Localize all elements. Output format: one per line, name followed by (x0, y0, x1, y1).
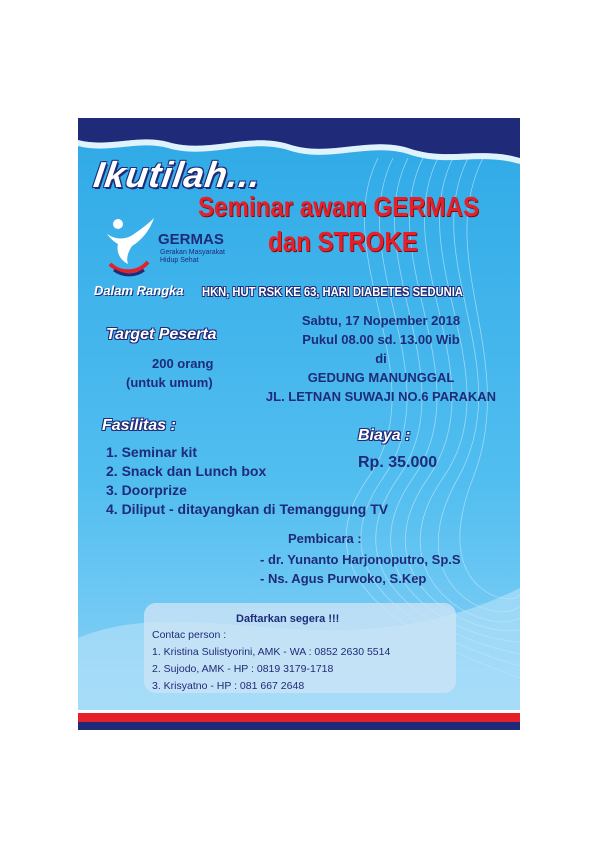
target-note: (untuk umum) (126, 375, 213, 390)
title-line-1: Seminar awam GERMAS (198, 191, 480, 222)
list-item: 4. Diliput - ditayangkan di Temanggung TV (106, 501, 389, 517)
speakers-list (260, 550, 461, 588)
facilities-list (106, 443, 388, 519)
germas-logo-name: GERMAS (158, 231, 224, 248)
fasilitas-label: Fasilitas : (102, 417, 176, 434)
event-address: JL. LETNAN SUWAJI NO.6 PARAKAN (265, 389, 497, 404)
occasion-text: HKN, HUT RSK KE 63, HARI DIABETES SEDUNIA (202, 284, 463, 299)
pembicara-label: Pembicara : (288, 531, 362, 546)
fee-value: Rp. 35.000 (358, 454, 438, 471)
list-item: 3. Doorprize (106, 482, 187, 498)
contact-person: 3. Krisyatno - HP : 081 667 2648 (152, 680, 305, 692)
event-date: Sabtu, 17 Nopember 2018 (301, 313, 461, 328)
target-count: 200 orang (152, 356, 214, 371)
list-item: 2. Snack dan Lunch box (106, 463, 267, 479)
event-venue: GEDUNG MANUNGGAL (307, 370, 455, 385)
title-line-2: dan STROKE (268, 226, 418, 257)
dalam-rangka-label: Dalam Rangka (94, 283, 184, 298)
event-time: Pukul 08.00 sd. 13.00 Wib (302, 332, 460, 347)
contact-label: Contac person : (152, 629, 227, 641)
contact-person: 2. Sujodo, AMK - HP : 0819 3179-1718 (152, 663, 334, 675)
event-details (256, 311, 506, 406)
biaya-label: Biaya : (358, 427, 411, 444)
poster (78, 118, 520, 730)
list-item: - Ns. Agus Purwoko, S.Kep (260, 571, 427, 586)
list-item: - dr. Yunanto Harjonoputro, Sp.S (260, 552, 461, 567)
list-item: 1. Seminar kit (106, 444, 198, 460)
contact-lines (152, 627, 390, 695)
event-at: di (375, 351, 387, 366)
contact-person: 1. Kristina Sulistyorini, AMK - WA : 0852 2630 5514 (152, 646, 391, 658)
target-peserta-label: Target Peserta (106, 326, 217, 343)
contact-heading: Daftarkan segera !!! (236, 613, 340, 625)
germas-figure-icon (104, 216, 158, 278)
germas-logo-tagline: Gerakan Masyarakat Hidup Sehat (160, 249, 225, 264)
ikutilah-heading: Ikutilah... (91, 154, 264, 195)
